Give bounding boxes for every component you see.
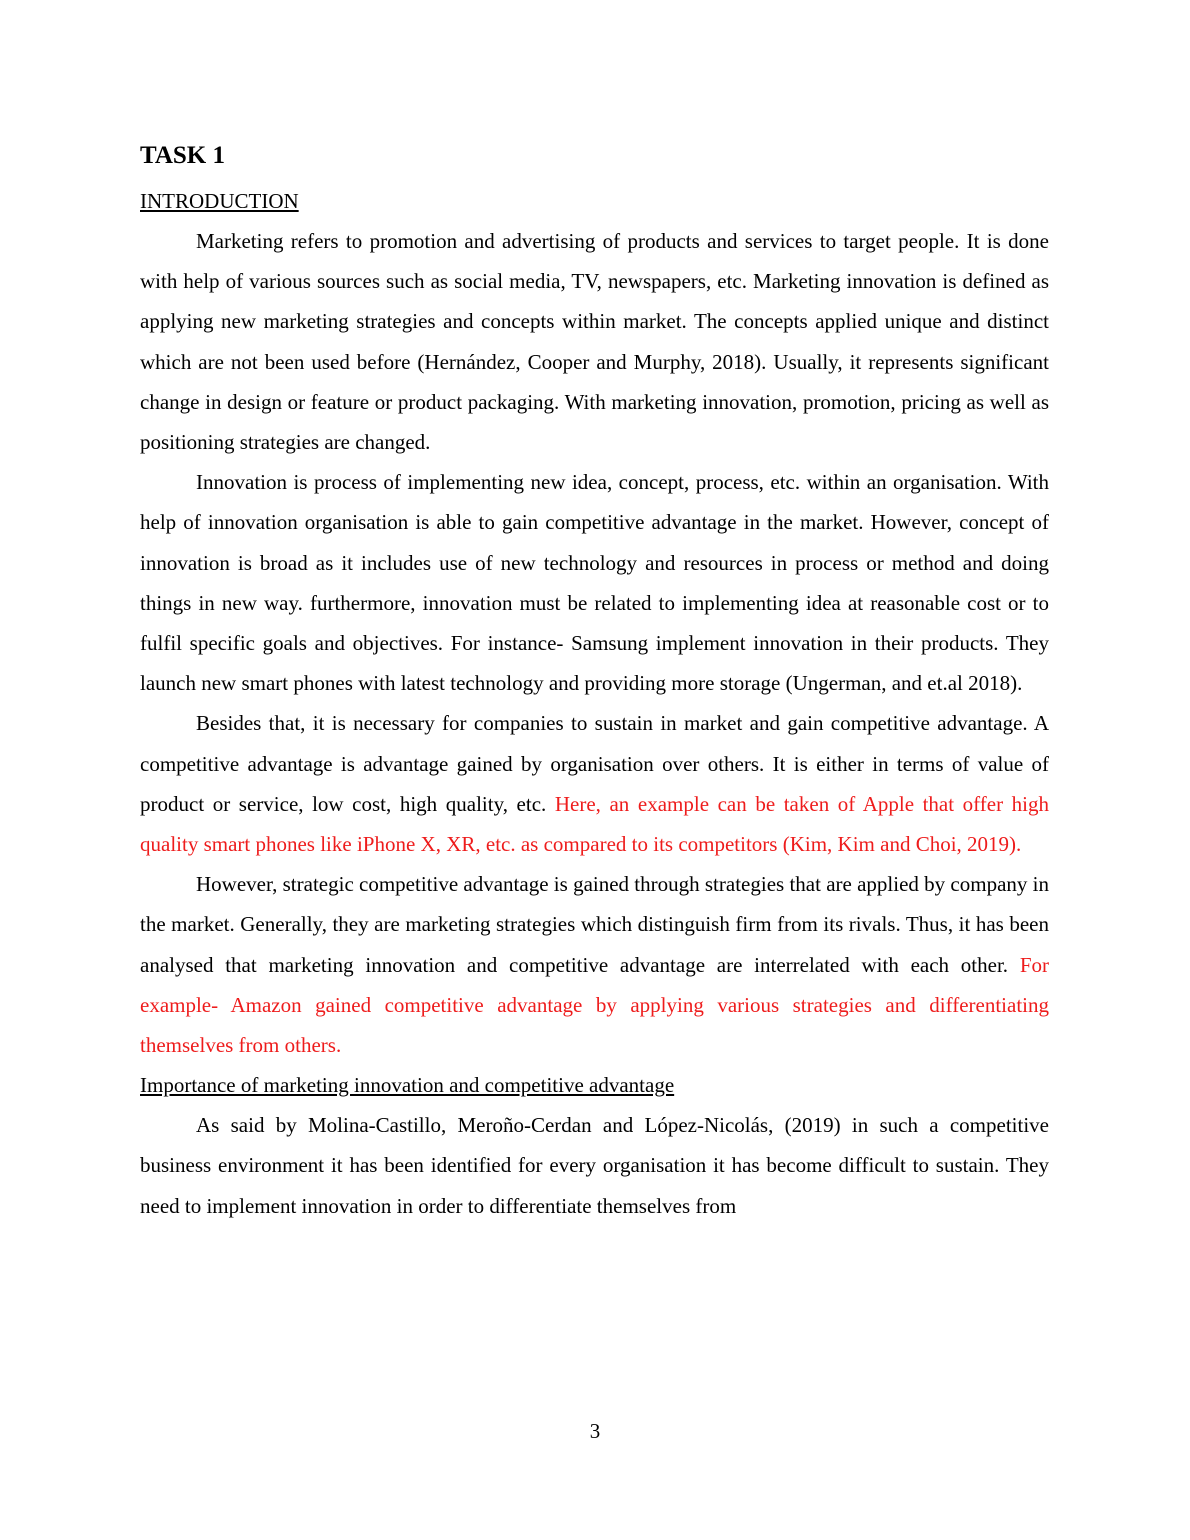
page-number: 3 xyxy=(589,1419,601,1443)
highlighted-example-amazon: For example- Amazon gained competitive advantage by applying various strategies and differentiating themselves from others. xyxy=(140,952,1049,1058)
task-title: TASK 1 xyxy=(140,142,225,169)
paragraph-text: Besides that, it is necessary for companies to sustain in market and gain competitive advantage. A competitive advantage is advantage gained by organisation over others. It is either in terms of value of product or service, low cost, high quality, etc. xyxy=(140,711,1049,816)
introduction-heading: INTRODUCTION xyxy=(140,189,299,213)
paragraph-text: Marketing refers to promotion and advertising of products and services to target people. It is done with help of various sources such as social media, TV, newspapers, etc. Marketing innovation is defined as applying new marketing strategies and concepts within market. The concepts applied unique and distinct which are not been used before (Hernández, Cooper and Murphy, 2018). Usually, it represents significant change in design or feature or product packaging. With marketing innovation, promotion, pricing as well as positioning strategies are changed. xyxy=(140,229,1049,455)
paragraph-text: Innovation is process of implementing new idea, concept, process, etc. within an organisation. With help of innovation organisation is able to gain competitive advantage in the market. However, concept of innovation is broad as it includes use of new technology and resources in process or method and doing things in new way. furthermore, innovation must be related to implementing idea at reasonable cost or to fulfil specific goals and objectives. For instance- Samsung implement innovation in their products. They launch new smart phones with latest technology and providing more storage (Ungerman, and et.al 2018). xyxy=(140,470,1049,696)
page-content xyxy=(140,138,1049,1226)
paragraph-innovation xyxy=(140,462,1049,703)
importance-heading: Importance of marketing innovation and competitive advantage xyxy=(140,1073,675,1098)
paragraph-competitive-advantage xyxy=(140,703,1049,864)
paragraph-strategic-advantage xyxy=(140,864,1049,1065)
paragraph-importance xyxy=(140,1105,1049,1226)
paragraph-text: However, strategic competitive advantage is gained through strategies that are applied by company in the market. Generally, they are marketing strategies which distinguish firm from its rivals. Thus, it has been analysed that marketing innovation and competitive advantage are interrelated with each other. xyxy=(140,872,1049,977)
highlighted-example-apple: Here, an example can be taken of Apple that offer high quality smart phones like iPhone X, XR, etc. as compared to its competitors (Kim, Kim and Choi, 2019). xyxy=(140,791,1050,857)
paragraph-marketing-definition xyxy=(140,221,1049,462)
paragraph-text: As said by Molina-Castillo, Meroño-Cerdan and López-Nicolás, (2019) in such a competitive business environment it has been identified for every organisation it has become difficult to sustain. They need to implement innovation in order to differentiate themselves from xyxy=(140,1113,1049,1218)
